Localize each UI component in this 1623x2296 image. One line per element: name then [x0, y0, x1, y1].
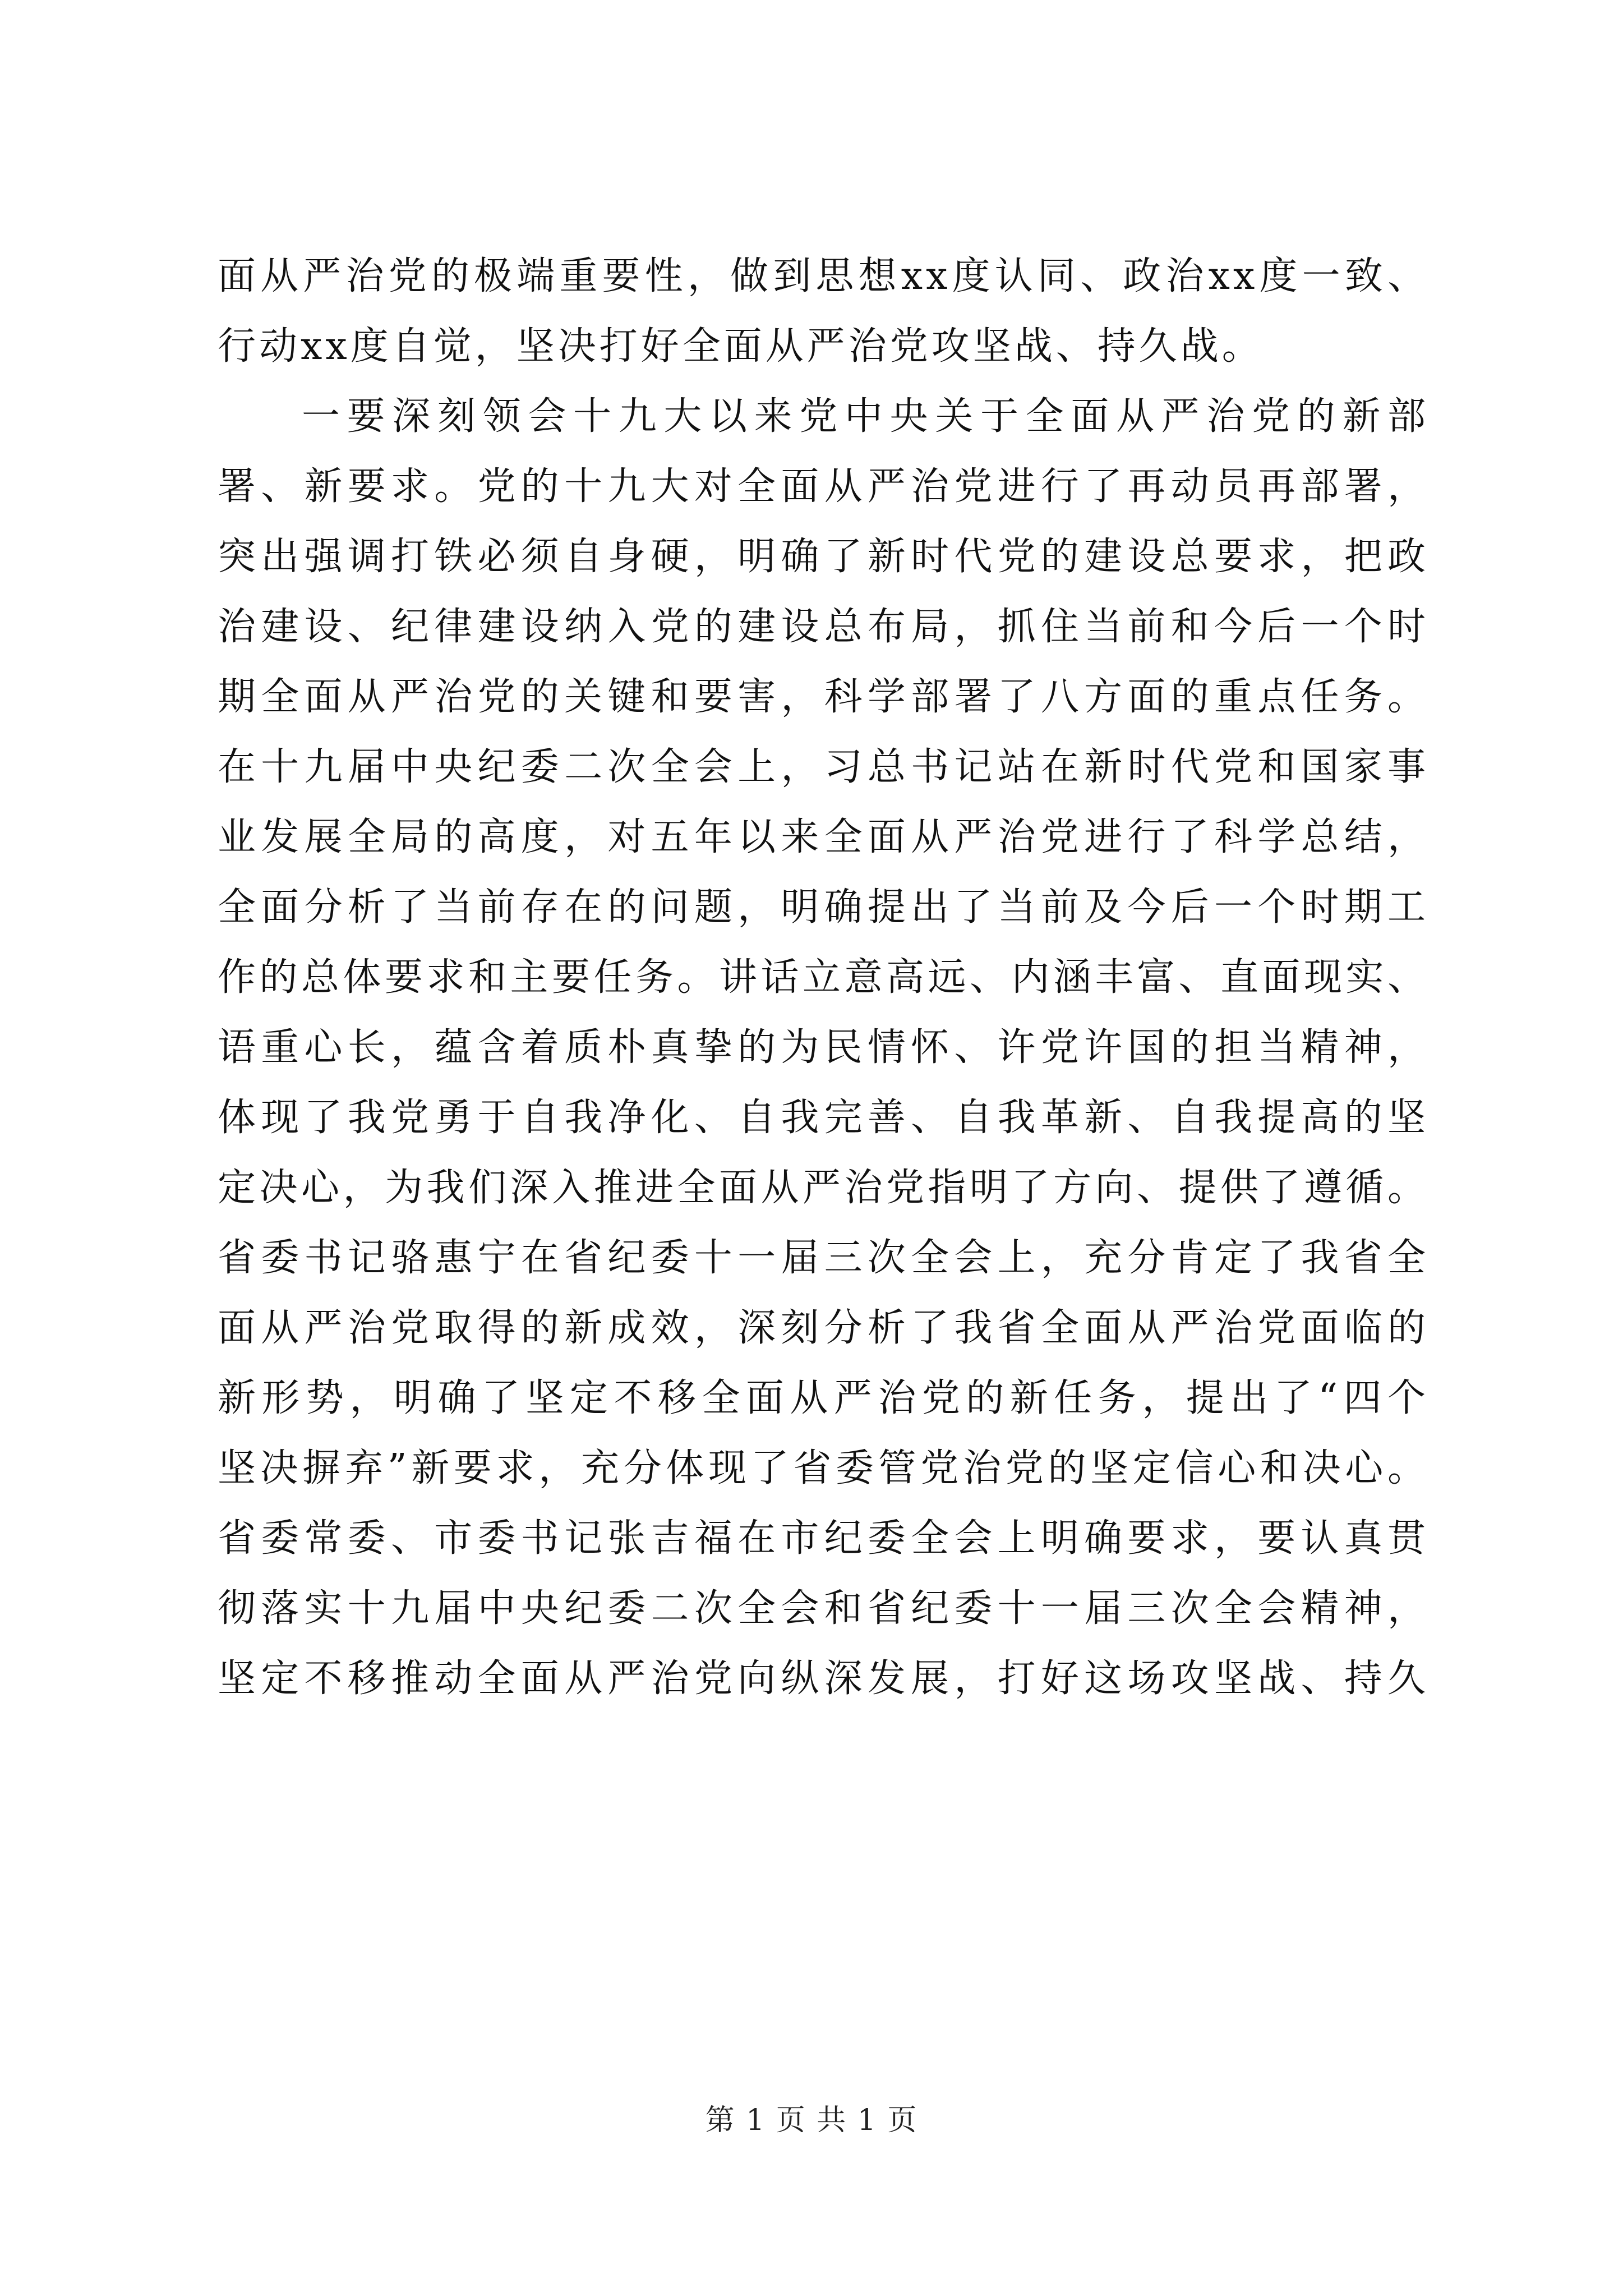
- text-line: 定决心，为我们深入推进全面从严治党指明了方向、提供了遵循。: [218, 1166, 1429, 1210]
- body-text: [218, 241, 1429, 1714]
- text-line: 面从严治党取得的新成效，深刻分析了我省全面从严治党面临的: [218, 1306, 1429, 1350]
- text-line: 彻落实十九届中央纪委二次全会和省纪委十一届三次全会精神，: [218, 1586, 1429, 1631]
- text-line: 期全面从严治党的关键和要害，科学部署了八方面的重点任务。: [218, 675, 1429, 719]
- text-line: 省委书记骆惠宁在省纪委十一届三次全会上，充分肯定了我省全: [218, 1236, 1429, 1280]
- page-number-footer: 第 1 页 共 1 页: [705, 2104, 918, 2137]
- text-line: 全面分析了当前存在的问题，明确提出了当前及今后一个时期工: [218, 885, 1429, 930]
- text-line: 新形势，明确了坚定不移全面从严治党的新任务，提出了“四个: [218, 1376, 1429, 1420]
- text-line: 作的总体要求和主要任务。讲话立意高远、内涵丰富、直面现实、: [218, 955, 1429, 1000]
- text-line: 面从严治党的极端重要性，做到思想xx度认同、政治xx度一致、: [218, 254, 1429, 298]
- text-line: 在十九届中央纪委二次全会上，习总书记站在新时代党和国家事: [218, 745, 1429, 789]
- text-line: 行动xx度自觉，坚决打好全面从严治党攻坚战、持久战。: [218, 324, 1264, 369]
- text-line: 署、新要求。党的十九大对全面从严治党进行了再动员再部署，: [218, 464, 1429, 509]
- text-line: 突出强调打铁必须自身硬，明确了新时代党的建设总要求，把政: [218, 535, 1429, 579]
- text-line: 坚决摒弃”新要求，充分体现了省委管党治党的坚定信心和决心。: [218, 1446, 1429, 1490]
- text-line: 体现了我党勇于自我净化、自我完善、自我革新、自我提高的坚: [218, 1096, 1429, 1140]
- text-line: 业发展全局的高度，对五年以来全面从严治党进行了科学总结，: [218, 815, 1429, 859]
- paragraph-first-line: 一要深刻领会十九大以来党中央关于全面从严治党的新部: [302, 394, 1429, 439]
- text-line: 坚定不移推动全面从严治党向纵深发展，打好这场攻坚战、持久: [218, 1657, 1429, 1701]
- text-line: 省委常委、市委书记张吉福在市纪委全会上明确要求，要认真贯: [218, 1516, 1429, 1561]
- text-line: 治建设、纪律建设纳入党的建设总布局，抓住当前和今后一个时: [218, 605, 1429, 649]
- text-line: 语重心长，蕴含着质朴真挚的为民情怀、许党许国的担当精神，: [218, 1025, 1429, 1070]
